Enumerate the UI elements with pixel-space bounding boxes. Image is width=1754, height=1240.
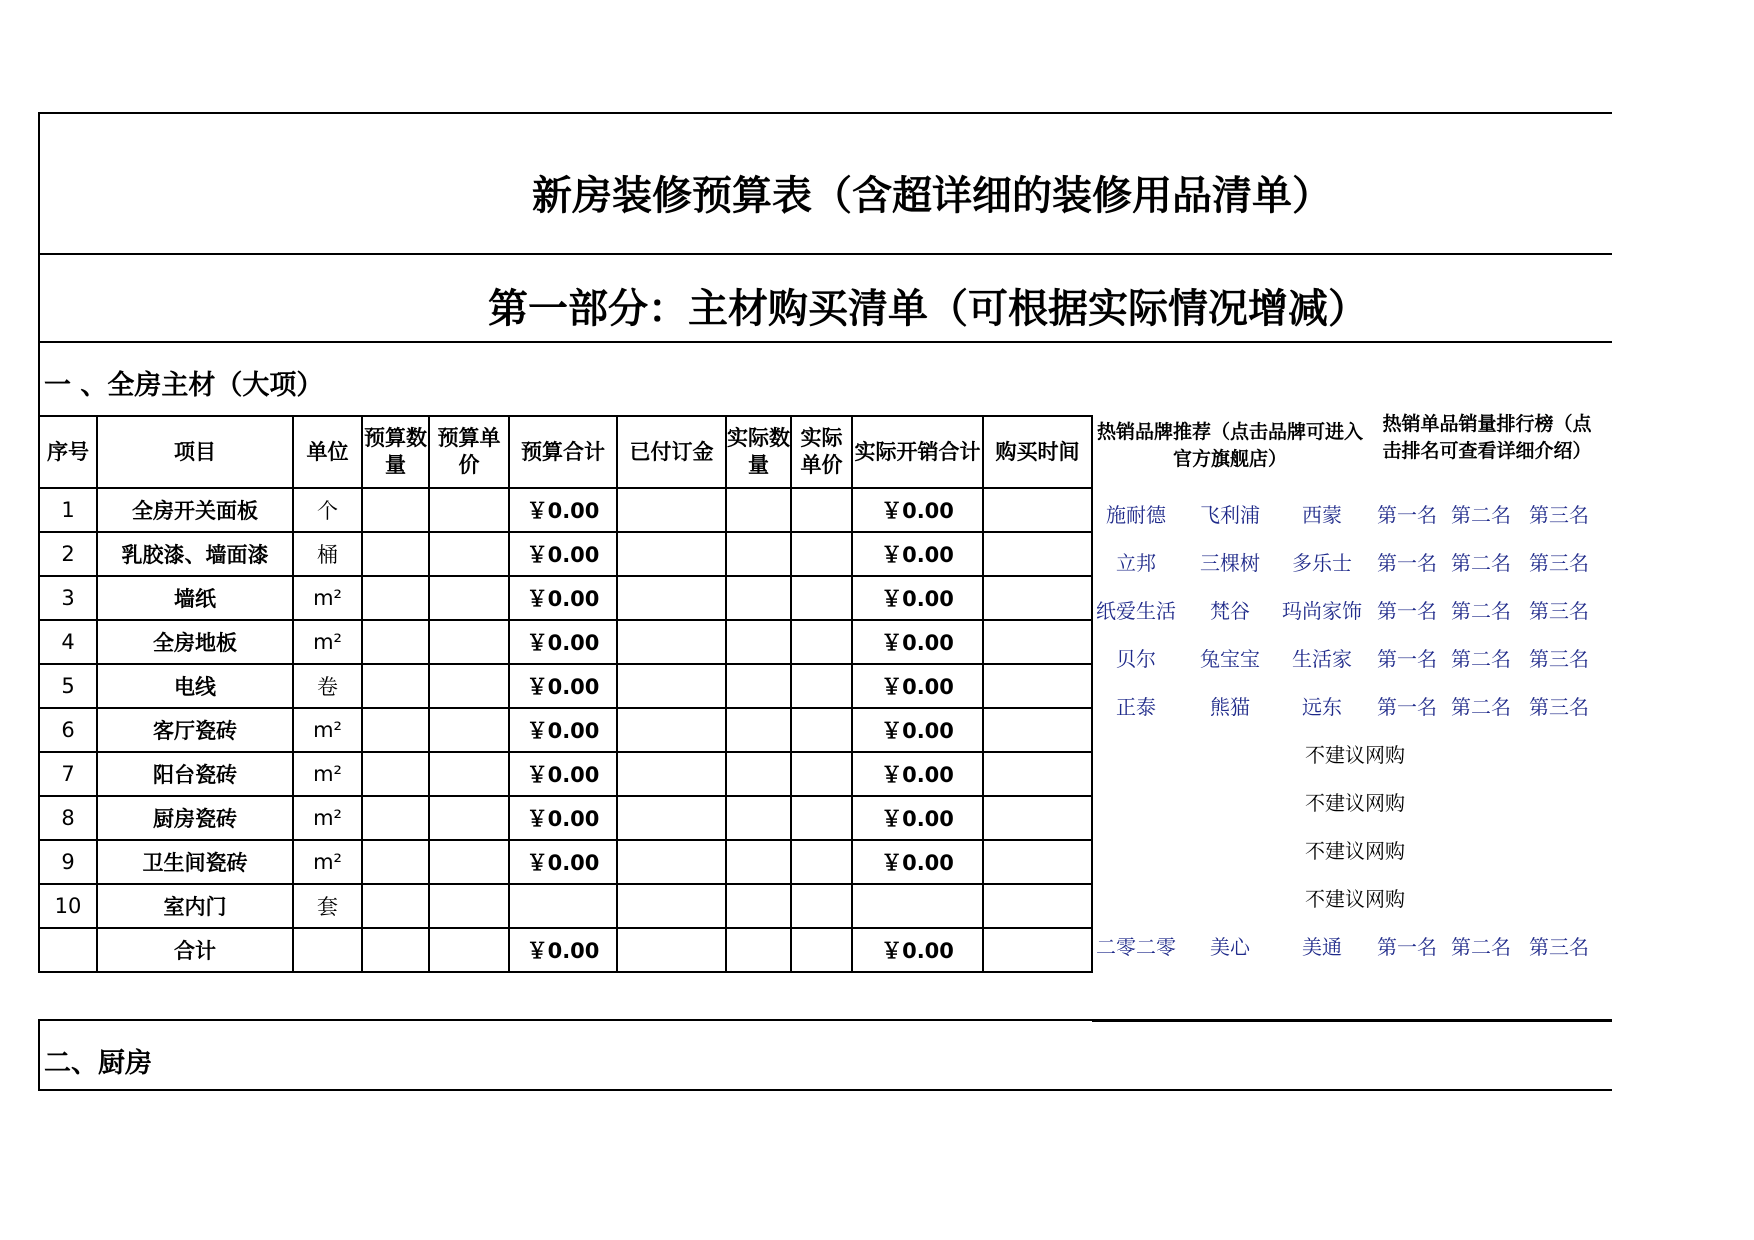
cell-budget-total	[509, 884, 617, 928]
cell-item: 全房开关面板	[97, 488, 293, 532]
cell-actual-qty[interactable]	[726, 620, 791, 664]
section-row	[38, 1019, 1612, 1091]
cell-item: 卫生间瓷砖	[97, 840, 293, 884]
cell-budget-qty[interactable]	[362, 796, 429, 840]
cell-budget-qty[interactable]	[362, 576, 429, 620]
rank-link[interactable]: 第二名	[1451, 647, 1511, 671]
brand-link[interactable]: 美通	[1302, 935, 1342, 959]
cell-unit: m²	[293, 796, 362, 840]
rank-link[interactable]: 第一名	[1377, 935, 1437, 959]
rank-link[interactable]: 第二名	[1451, 695, 1511, 719]
cell-budget-qty[interactable]	[362, 488, 429, 532]
cell-no: 6	[39, 708, 97, 752]
cell-buy-date[interactable]	[983, 488, 1092, 532]
cell-budget-price[interactable]	[429, 488, 509, 532]
cell-actual-price[interactable]	[791, 884, 852, 928]
cell-actual-price[interactable]	[791, 532, 852, 576]
cell-budget-price[interactable]	[429, 576, 509, 620]
cell-total-label: 合计	[97, 928, 293, 972]
cell-actual-total: ￥0.00	[852, 488, 983, 532]
section-title: 二、厨房	[44, 1048, 152, 1079]
brand-link[interactable]: 三棵树	[1200, 551, 1260, 575]
rank-link[interactable]: 第二名	[1451, 551, 1511, 575]
table-header-row	[39, 416, 1092, 488]
cell-actual-price[interactable]	[791, 752, 852, 796]
cell-actual-qty[interactable]	[726, 884, 791, 928]
cell-budget-total: ￥0.00	[509, 576, 617, 620]
brand-link[interactable]: 飞利浦	[1200, 503, 1260, 527]
cell-actual-total: ￥0.00	[852, 532, 983, 576]
cell-no: 9	[39, 840, 97, 884]
cell-buy-date[interactable]	[983, 752, 1092, 796]
cell-item: 厨房瓷砖	[97, 796, 293, 840]
cell-actual-qty[interactable]	[726, 576, 791, 620]
cell-actual-price[interactable]	[791, 576, 852, 620]
cell-budget-price[interactable]	[429, 796, 509, 840]
recommend-row	[1092, 775, 1612, 823]
cell-buy-date[interactable]	[983, 708, 1092, 752]
cell-item: 阳台瓷砖	[97, 752, 293, 796]
rank-link[interactable]: 第三名	[1529, 503, 1589, 527]
brand-link[interactable]: 多乐士	[1292, 551, 1352, 575]
brand-link[interactable]: 生活家	[1292, 647, 1352, 671]
cell-no: 1	[39, 488, 97, 532]
recommend-row	[1092, 919, 1612, 967]
cell-buy-date[interactable]	[983, 664, 1092, 708]
brand-link[interactable]: 纸爱生活	[1096, 599, 1176, 623]
rank-link[interactable]: 第一名	[1377, 647, 1437, 671]
cell-deposit[interactable]	[617, 884, 726, 928]
recommend-row	[1092, 871, 1612, 919]
cell-budget-price[interactable]	[429, 664, 509, 708]
cell-actual-price[interactable]	[791, 620, 852, 664]
column-header: 序号	[39, 416, 97, 488]
cell-item: 乳胶漆、墙面漆	[97, 532, 293, 576]
brand-link[interactable]: 正泰	[1116, 695, 1156, 719]
cell-actual-price[interactable]	[791, 840, 852, 884]
cell-unit: m²	[293, 708, 362, 752]
cell-deposit[interactable]	[617, 532, 726, 576]
cell-budget-price[interactable]	[429, 840, 509, 884]
table-row	[39, 488, 1092, 532]
brand-link[interactable]: 兔宝宝	[1200, 647, 1260, 671]
cell-budget-total: ￥0.00	[509, 532, 617, 576]
cell-item: 全房地板	[97, 620, 293, 664]
column-header: 实际开销合计	[852, 416, 983, 488]
table-row	[39, 664, 1092, 708]
table-row	[39, 752, 1092, 796]
no-online-note: 不建议网购	[1305, 791, 1405, 815]
cell-no: 2	[39, 532, 97, 576]
cell-buy-date[interactable]	[983, 840, 1092, 884]
subtitle-row	[38, 255, 1612, 343]
rank-link[interactable]: 第一名	[1377, 599, 1437, 623]
column-header: 购买时间	[983, 416, 1092, 488]
cell-buy-date[interactable]	[983, 576, 1092, 620]
no-online-note: 不建议网购	[1305, 887, 1405, 911]
cell-budget-total: ￥0.00	[509, 708, 617, 752]
no-online-note: 不建议网购	[1305, 743, 1405, 767]
cell-actual-qty[interactable]	[726, 796, 791, 840]
cell-budget-qty[interactable]	[362, 752, 429, 796]
cell-unit: 套	[293, 884, 362, 928]
cell-budget-total: ￥0.00	[509, 488, 617, 532]
cell-item: 电线	[97, 664, 293, 708]
title-row	[38, 112, 1612, 255]
cell-no: 4	[39, 620, 97, 664]
cell-actual-price[interactable]	[791, 796, 852, 840]
table-row	[39, 620, 1092, 664]
column-header: 实际数量	[726, 416, 791, 488]
column-header: 实际单价	[791, 416, 852, 488]
no-online-note: 不建议网购	[1305, 839, 1405, 863]
brand-link[interactable]: 玛尚家饰	[1282, 599, 1362, 623]
cell-budget-price[interactable]	[429, 752, 509, 796]
rank-link[interactable]: 第二名	[1451, 599, 1511, 623]
cell-budget-qty[interactable]	[362, 532, 429, 576]
table-row	[39, 884, 1092, 928]
table-row	[39, 576, 1092, 620]
column-header: 项目	[97, 416, 293, 488]
cell-actual-total	[852, 884, 983, 928]
cell-actual-qty[interactable]	[726, 752, 791, 796]
cell-budget-total: ￥0.00	[509, 752, 617, 796]
cell-actual-total: ￥0.00	[852, 840, 983, 884]
recommend-row	[1092, 583, 1612, 631]
cell-actual-total: ￥0.00	[852, 752, 983, 796]
cell-actual-total: ￥0.00	[852, 576, 983, 620]
cell-buy-date	[983, 928, 1092, 972]
rank-link[interactable]: 第三名	[1529, 695, 1589, 719]
recommend-row	[1092, 535, 1612, 583]
cell-deposit[interactable]	[617, 708, 726, 752]
cell-budget-qty[interactable]	[362, 840, 429, 884]
cell-actual-qty[interactable]	[726, 488, 791, 532]
cell-actual-qty	[726, 928, 791, 972]
cell-budget-total: ￥0.00	[509, 840, 617, 884]
cell-deposit[interactable]	[617, 620, 726, 664]
cell-budget-total: ￥0.00	[509, 620, 617, 664]
cell-no: 5	[39, 664, 97, 708]
cell-actual-price	[791, 928, 852, 972]
cell-unit: m²	[293, 752, 362, 796]
rank-link[interactable]: 第三名	[1529, 647, 1589, 671]
cell-deposit[interactable]	[617, 488, 726, 532]
cell-unit	[293, 928, 362, 972]
rank-link[interactable]: 第一名	[1377, 503, 1437, 527]
table-row	[39, 840, 1092, 884]
cell-no: 10	[39, 884, 97, 928]
cell-no: 7	[39, 752, 97, 796]
cell-actual-total: ￥0.00	[852, 796, 983, 840]
recommend-row	[1092, 727, 1612, 775]
cell-actual-qty[interactable]	[726, 532, 791, 576]
brand-link[interactable]: 远东	[1302, 695, 1342, 719]
column-header: 已付订金	[617, 416, 726, 488]
column-header: 预算数量	[362, 416, 429, 488]
section-row	[38, 343, 1612, 415]
cell-budget-total: ￥0.00	[509, 928, 617, 972]
cell-actual-qty[interactable]	[726, 708, 791, 752]
recommend-row	[1092, 487, 1612, 535]
cell-no: 3	[39, 576, 97, 620]
brand-link[interactable]: 西蒙	[1302, 503, 1342, 527]
brand-link[interactable]: 立邦	[1116, 551, 1156, 575]
cell-buy-date[interactable]	[983, 884, 1092, 928]
column-header: 预算单价	[429, 416, 509, 488]
rank-link[interactable]: 第三名	[1529, 935, 1589, 959]
cell-deposit[interactable]	[617, 752, 726, 796]
table-row	[39, 796, 1092, 840]
cell-no: 8	[39, 796, 97, 840]
cell-unit: 桶	[293, 532, 362, 576]
rank-link[interactable]: 第二名	[1451, 503, 1511, 527]
recommend-row	[1092, 679, 1612, 727]
cell-budget-qty[interactable]	[362, 664, 429, 708]
cell-unit: m²	[293, 620, 362, 664]
cell-budget-total: ￥0.00	[509, 796, 617, 840]
cell-deposit[interactable]	[617, 576, 726, 620]
cell-unit: 卷	[293, 664, 362, 708]
cell-budget-qty[interactable]	[362, 884, 429, 928]
rank-link[interactable]: 第一名	[1377, 551, 1437, 575]
cell-budget-price	[429, 928, 509, 972]
part-title: 第一部分：主材购买清单（可根据实际情况增减）	[488, 286, 1368, 332]
cell-deposit[interactable]	[617, 840, 726, 884]
brand-link[interactable]: 贝尔	[1116, 647, 1156, 671]
cell-buy-date[interactable]	[983, 532, 1092, 576]
cell-no	[39, 928, 97, 972]
cell-budget-qty[interactable]	[362, 708, 429, 752]
recommend-row	[1092, 631, 1612, 679]
cell-actual-price[interactable]	[791, 488, 852, 532]
cell-deposit	[617, 928, 726, 972]
cell-deposit[interactable]	[617, 664, 726, 708]
cell-budget-price[interactable]	[429, 532, 509, 576]
brand-link[interactable]: 二零二零	[1096, 935, 1176, 959]
cell-budget-qty[interactable]	[362, 620, 429, 664]
column-header: 预算合计	[509, 416, 617, 488]
cell-buy-date[interactable]	[983, 796, 1092, 840]
table-row	[39, 708, 1092, 752]
table-row	[39, 532, 1092, 576]
brand-link[interactable]: 施耐德	[1106, 503, 1166, 527]
cell-actual-total: ￥0.00	[852, 620, 983, 664]
rank-link[interactable]: 第一名	[1377, 695, 1437, 719]
cell-unit: m²	[293, 840, 362, 884]
cell-item: 室内门	[97, 884, 293, 928]
cell-budget-qty	[362, 928, 429, 972]
cell-budget-price[interactable]	[429, 708, 509, 752]
rank-link[interactable]: 第三名	[1529, 551, 1589, 575]
brand-link[interactable]: 熊猫	[1210, 695, 1250, 719]
page-title: 新房装修预算表（含超详细的装修用品清单）	[532, 173, 1332, 219]
cell-budget-price[interactable]	[429, 620, 509, 664]
cell-actual-qty[interactable]	[726, 664, 791, 708]
section-title: 一 、全房主材（大项）	[44, 370, 324, 401]
brand-link[interactable]: 梵谷	[1210, 599, 1250, 623]
cell-item: 墙纸	[97, 576, 293, 620]
cell-actual-total: ￥0.00	[852, 708, 983, 752]
budget-table	[38, 415, 1093, 973]
cell-budget-total: ￥0.00	[509, 664, 617, 708]
rank-list-header: 热销单品销量排行榜（点击排名可查看详细介绍）	[1382, 413, 1592, 462]
cell-actual-price[interactable]	[791, 664, 852, 708]
rank-link[interactable]: 第二名	[1451, 935, 1511, 959]
cell-actual-price[interactable]	[791, 708, 852, 752]
cell-budget-price[interactable]	[429, 884, 509, 928]
cell-item: 客厅瓷砖	[97, 708, 293, 752]
cell-buy-date[interactable]	[983, 620, 1092, 664]
cell-unit: 个	[293, 488, 362, 532]
table-total-row	[39, 928, 1092, 972]
cell-actual-total: ￥0.00	[852, 928, 983, 972]
recommend-row	[1092, 823, 1612, 871]
rank-link[interactable]: 第三名	[1529, 599, 1589, 623]
cell-actual-total: ￥0.00	[852, 664, 983, 708]
cell-actual-qty[interactable]	[726, 840, 791, 884]
brand-recommend-header: 热销品牌推荐（点击品牌可进入官方旗舰店）	[1096, 421, 1363, 470]
cell-deposit[interactable]	[617, 796, 726, 840]
brand-link[interactable]: 美心	[1210, 935, 1250, 959]
cell-unit: m²	[293, 576, 362, 620]
column-header: 单位	[293, 416, 362, 488]
